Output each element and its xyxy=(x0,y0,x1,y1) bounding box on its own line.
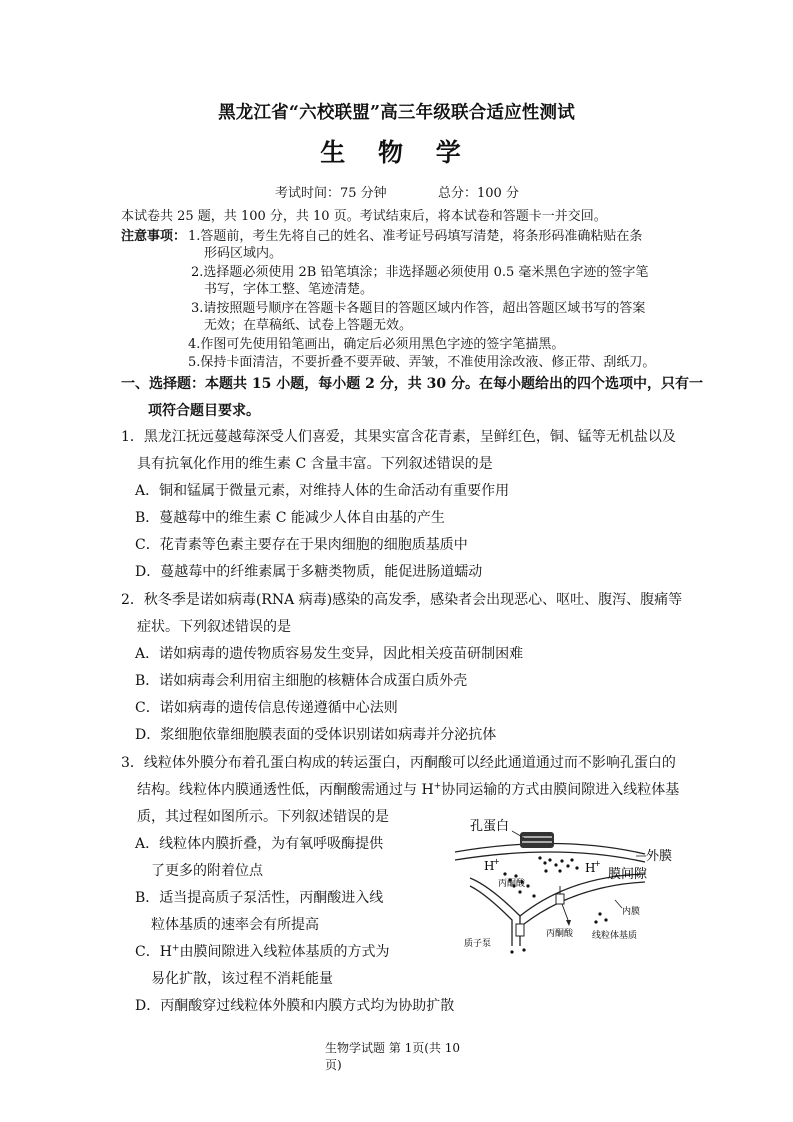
q3-stem-line3: 质，其过程如图所示。下列叙述错误的是 xyxy=(137,809,389,825)
intro-text: 本试卷共 25 题，共 100 分，共 10 页。考试结束后，将本试卷和答题卡一并交回。 xyxy=(121,209,607,224)
notes-label: 注意事项： xyxy=(121,229,187,244)
transporter-arrowhead xyxy=(566,920,571,926)
matrix-label: 线粒体基质 xyxy=(592,931,638,941)
q2-option-d: D．浆细胞依靠细胞膜表面的受体识别诺如病毒并分泌抗体 xyxy=(135,727,497,743)
q2-stem-line1: 2．秋冬季是诺如病毒(RNA 病毒)感染的高发季，感染者会出现恶心、呕吐、腹泻、腹痛等 xyxy=(121,592,683,608)
q1-stem-line1: 1．黑龙江抚远蔓越莓深受人们喜爱，其果实富含花青素，呈鲜红色，铜、锰等无机盐以及 xyxy=(121,429,676,445)
particle xyxy=(554,863,557,866)
particle xyxy=(558,869,561,872)
note-4: 4.作图可先使用铅笔画出，确定后必须用黑色字迹的签字笔描黑。 xyxy=(188,337,565,352)
q3-option-a-line1: A．线粒体内膜折叠，为有氧呼吸酶提供 xyxy=(135,836,384,852)
q3-stem-line2-a: 结构。线粒体内膜通透性低，丙酮酸需通过与 H xyxy=(137,782,434,798)
footer-line1: 生物学试题 第 1页(共 10 xyxy=(325,1041,461,1055)
particle xyxy=(514,874,517,877)
inner-membrane-label: 内膜 xyxy=(622,907,641,917)
q2-stem-line2: 症状。下列叙述错误的是 xyxy=(137,619,291,635)
inner-pointer xyxy=(615,900,622,908)
subject-title: 生 物 学 xyxy=(320,138,473,167)
h-ion-left: H xyxy=(484,859,495,873)
particle xyxy=(532,894,535,897)
particle xyxy=(543,861,546,864)
particle xyxy=(548,858,551,861)
particle xyxy=(566,864,569,867)
porin-stripe-1 xyxy=(522,836,552,838)
mitochondria-membrane-diagram xyxy=(450,816,680,956)
porin-label: 孔蛋白 xyxy=(470,819,510,834)
h-ion-right-plus: + xyxy=(594,859,601,868)
h-ion-left-plus: + xyxy=(493,857,500,866)
q1-option-c: C．花青素等色素主要存在于果肉细胞的细胞质基质中 xyxy=(135,537,468,553)
particle xyxy=(594,920,597,923)
pyruvate-label-bottom: 丙酮酸 xyxy=(546,929,574,939)
q3-stem-line2-sup: + xyxy=(433,781,442,792)
particle xyxy=(604,918,607,921)
note-5: 5.保持卡面清洁，不要折叠不要弄破、弄皱，不准使用涂改液、修正带、刮纸刀。 xyxy=(188,355,656,370)
porin-protein xyxy=(520,832,554,848)
exam-title: 黑龙江省“六校联盟”高三年级联合适应性测试 xyxy=(218,103,575,123)
particle xyxy=(544,869,547,872)
q1-option-b: B．蔓越莓中的维生素 C 能减少人体自由基的产生 xyxy=(135,510,445,526)
transporter-arrow-out xyxy=(562,904,568,920)
porin-stripe-2 xyxy=(522,841,552,843)
particle xyxy=(526,884,529,887)
q3-option-b-line1: B．适当提高质子泵活性，丙酮酸进入线 xyxy=(135,890,384,906)
q1-option-a: A．铜和锰属于微量元素，对维持人体的生命活动有重要作用 xyxy=(135,483,510,499)
intermembrane-label: 膜间隙 xyxy=(608,867,648,882)
note-3-line2: 无效；在草稿纸、试卷上答题无效。 xyxy=(204,318,413,333)
note-3-line1: 3.请按照题号顺序在答题卡各题目的答题区域内作答，超出答题区域书写的答案 xyxy=(191,301,646,316)
particle xyxy=(560,859,563,862)
q1-stem-line2: 具有抗氧化作用的维生素 C 含量丰富。下列叙述错误的是 xyxy=(137,456,493,472)
total-score: 总分：100 分 xyxy=(438,186,519,201)
particle xyxy=(598,912,601,915)
note-1-line1: 1.答题前，考生先将自己的姓名、准考证号码填写清楚，将条形码准确粘贴在条 xyxy=(188,229,643,244)
q2-option-b: B．诺如病毒会利用宿主细胞的核糖体合成蛋白质外壳 xyxy=(135,673,468,689)
exam-time: 考试时间：75 分钟 xyxy=(275,186,387,201)
particle xyxy=(522,948,525,951)
q3-option-c-sup: + xyxy=(171,943,180,954)
note-1-line2: 形码区域内。 xyxy=(204,246,283,261)
section-1-heading: 一、选择题：本题共 15 小题，每小题 2 分，共 30 分。在每小题给出的四个选项中，只有一 xyxy=(121,376,703,392)
q3-option-c-b: 由膜间隙进入线粒体基质的方式为 xyxy=(179,944,390,960)
particle xyxy=(538,856,541,859)
proton-pump-label: 质子泵 xyxy=(464,939,492,949)
footer-line2: 页) xyxy=(325,1058,342,1072)
inner-membrane-right-b xyxy=(524,882,645,924)
pyruvate-label-top: 丙酮酸 xyxy=(498,879,526,889)
q3-stem-line2 xyxy=(137,779,679,799)
particle xyxy=(503,872,506,875)
q2-option-c: C．诺如病毒的遗传信息传递遵循中心法则 xyxy=(135,700,398,716)
pyruvate-transporter xyxy=(556,894,564,904)
section-1-heading-cont: 项符合题目要求。 xyxy=(148,403,260,419)
inner-membrane-left-b xyxy=(470,886,512,946)
h-ion-right: H xyxy=(585,861,596,875)
particle xyxy=(570,858,573,861)
proton-pump xyxy=(516,924,524,936)
q3-option-c-line2: 易化扩散，该过程不消耗能量 xyxy=(151,971,333,987)
outer-membrane-label: 外膜 xyxy=(646,849,673,864)
q3-option-c-a: C．H xyxy=(135,944,172,960)
porin-block xyxy=(520,832,554,848)
particle xyxy=(575,866,578,869)
q1-option-d: D．蔓越莓中的纤维素属于多糖类物质，能促进肠道蠕动 xyxy=(135,564,483,580)
q3-option-d: D．丙酮酸穿过线粒体外膜和内膜方式均为协助扩散 xyxy=(135,998,455,1014)
particle xyxy=(510,950,513,953)
q3-option-a-line2: 了更多的附着位点 xyxy=(151,863,263,879)
q2-option-a: A．诺如病毒的遗传物质容易发生变异，因此相关疫苗研制困难 xyxy=(135,646,524,662)
q3-option-b-line2: 粒体基质的速率会有所提高 xyxy=(151,917,319,933)
note-2-line1: 2.选择题必须使用 2B 铅笔填涂；非选择题必须使用 0.5 毫米黑色字迹的签字笔 xyxy=(191,265,649,280)
note-2-line2: 书写，字体工整、笔迹清楚。 xyxy=(204,282,374,297)
particle xyxy=(518,890,521,893)
q3-option-c-line1 xyxy=(135,941,389,961)
q3-stem-line2-b: 协同运输的方式由膜间隙进入线粒体基 xyxy=(441,782,680,798)
q3-stem-line1: 3．线粒体外膜分布着孔蛋白构成的转运蛋白，丙酮酸可以经此通道通过而不影响孔蛋白的 xyxy=(121,755,676,771)
